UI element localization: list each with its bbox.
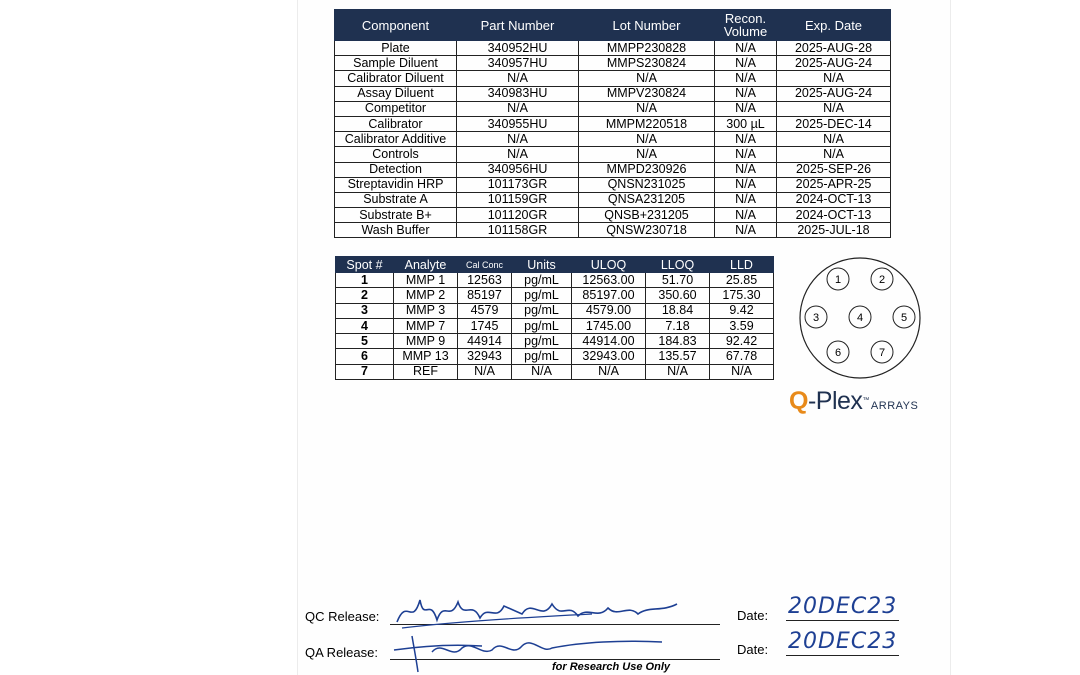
table-cell: N/A bbox=[646, 364, 710, 379]
table-cell: 2025-APR-25 bbox=[777, 177, 891, 192]
table-row bbox=[335, 162, 891, 177]
table-row bbox=[336, 364, 774, 379]
table-cell: 101158GR bbox=[457, 223, 579, 238]
table-cell: N/A bbox=[715, 101, 777, 116]
table-cell: MMP 2 bbox=[394, 288, 458, 303]
table-cell: 44914.00 bbox=[572, 334, 646, 349]
table-cell: 9.42 bbox=[710, 303, 774, 318]
spot-label: 5 bbox=[900, 312, 908, 324]
spot-7 bbox=[871, 341, 893, 363]
table-cell: Calibrator Additive bbox=[335, 132, 457, 147]
table-cell: 92.42 bbox=[710, 334, 774, 349]
qa-date-label: Date: bbox=[737, 642, 769, 657]
table-row bbox=[335, 223, 891, 238]
table-cell: 32943.00 bbox=[572, 349, 646, 364]
col-header-cal-conc: Cal Conc bbox=[458, 257, 512, 273]
table-cell: 2025-SEP-26 bbox=[777, 162, 891, 177]
qc-release-label: QC Release: bbox=[305, 609, 380, 624]
qa-date-line bbox=[786, 655, 899, 656]
table-cell: MMP 9 bbox=[394, 334, 458, 349]
col-header-lloq: LLOQ bbox=[646, 257, 710, 273]
table-cell: 32943 bbox=[458, 349, 512, 364]
table-cell: N/A bbox=[777, 101, 891, 116]
table-cell: Streptavidin HRP bbox=[335, 177, 457, 192]
table-cell: pg/mL bbox=[512, 318, 572, 333]
table-cell: 184.83 bbox=[646, 334, 710, 349]
table-cell: N/A bbox=[715, 223, 777, 238]
spot-1 bbox=[827, 268, 849, 290]
table-cell: QNSA231205 bbox=[579, 192, 715, 207]
table-cell: MMPM220518 bbox=[579, 116, 715, 131]
table-cell: 2025-DEC-14 bbox=[777, 116, 891, 131]
table-cell: MMP 13 bbox=[394, 349, 458, 364]
table-cell: N/A bbox=[715, 162, 777, 177]
table-cell: 340956HU bbox=[457, 162, 579, 177]
qc-date: 20DEC23 bbox=[788, 594, 898, 619]
table-cell: 175.30 bbox=[710, 288, 774, 303]
table-cell: pg/mL bbox=[512, 349, 572, 364]
spot-number-cell: 4 bbox=[336, 318, 394, 333]
table-row bbox=[336, 303, 774, 318]
table-cell: Wash Buffer bbox=[335, 223, 457, 238]
table-cell: Sample Diluent bbox=[335, 56, 457, 71]
table-cell: Plate bbox=[335, 41, 457, 56]
table-cell: N/A bbox=[715, 71, 777, 86]
table-cell: 2025-AUG-24 bbox=[777, 86, 891, 101]
table-cell: Competitor bbox=[335, 101, 457, 116]
spot-number-cell: 7 bbox=[336, 364, 394, 379]
qa-release-label: QA Release: bbox=[305, 645, 378, 660]
table-cell: 350.60 bbox=[646, 288, 710, 303]
table-cell: N/A bbox=[579, 147, 715, 162]
table-cell: 1745 bbox=[458, 318, 512, 333]
table-cell: N/A bbox=[777, 71, 891, 86]
table-cell: N/A bbox=[512, 364, 572, 379]
table-row bbox=[336, 349, 774, 364]
table-row bbox=[335, 86, 891, 101]
logo-trademark: ™ bbox=[862, 397, 869, 404]
table-cell: N/A bbox=[457, 147, 579, 162]
table-row bbox=[335, 101, 891, 116]
table-row bbox=[335, 41, 891, 56]
table-cell: MMP 3 bbox=[394, 303, 458, 318]
table-row bbox=[336, 318, 774, 333]
table-cell: MMP 1 bbox=[394, 273, 458, 288]
table-cell: 340957HU bbox=[457, 56, 579, 71]
table-cell: 3.59 bbox=[710, 318, 774, 333]
logo-arrays: ARRAYS bbox=[870, 400, 919, 412]
table-row bbox=[335, 208, 891, 223]
table-row bbox=[335, 71, 891, 86]
table-cell: 44914 bbox=[458, 334, 512, 349]
spot-label: 1 bbox=[834, 274, 842, 286]
table-cell: 12563.00 bbox=[572, 273, 646, 288]
table-cell: N/A bbox=[579, 132, 715, 147]
table-cell: pg/mL bbox=[512, 288, 572, 303]
table-cell: QNSW230718 bbox=[579, 223, 715, 238]
table-cell: 340955HU bbox=[457, 116, 579, 131]
logo-plex: -Plex bbox=[807, 387, 863, 415]
col-header-recon-volume: Recon. Volume bbox=[715, 10, 777, 41]
table-cell: Substrate B+ bbox=[335, 208, 457, 223]
spot-number-cell: 5 bbox=[336, 334, 394, 349]
qc-date-line bbox=[786, 620, 899, 621]
components-header-row bbox=[335, 10, 891, 41]
table-cell: 2025-JUL-18 bbox=[777, 223, 891, 238]
table-cell: N/A bbox=[457, 101, 579, 116]
table-cell: N/A bbox=[710, 364, 774, 379]
table-cell: MMP 7 bbox=[394, 318, 458, 333]
table-cell: 7.18 bbox=[646, 318, 710, 333]
col-header-exp-date: Exp. Date bbox=[777, 10, 891, 41]
table-cell: 2025-AUG-28 bbox=[777, 41, 891, 56]
table-cell: 4579.00 bbox=[572, 303, 646, 318]
spot-3 bbox=[805, 306, 827, 328]
table-cell: 85197.00 bbox=[572, 288, 646, 303]
col-header-lot-number: Lot Number bbox=[579, 10, 715, 41]
spot-label: 3 bbox=[812, 312, 820, 324]
table-cell: N/A bbox=[715, 208, 777, 223]
table-cell: N/A bbox=[572, 364, 646, 379]
table-cell: QNSN231025 bbox=[579, 177, 715, 192]
table-cell: 1745.00 bbox=[572, 318, 646, 333]
table-cell: 67.78 bbox=[710, 349, 774, 364]
spot-number-cell: 3 bbox=[336, 303, 394, 318]
table-cell: MMPS230824 bbox=[579, 56, 715, 71]
table-cell: 340983HU bbox=[457, 86, 579, 101]
table-row bbox=[335, 132, 891, 147]
spot-6 bbox=[827, 341, 849, 363]
col-header-analyte: Analyte bbox=[394, 257, 458, 273]
table-cell: N/A bbox=[579, 71, 715, 86]
table-cell: 101159GR bbox=[457, 192, 579, 207]
table-cell: 2025-AUG-24 bbox=[777, 56, 891, 71]
spot-2 bbox=[871, 268, 893, 290]
table-cell: N/A bbox=[715, 177, 777, 192]
table-row bbox=[336, 288, 774, 303]
table-cell: 4579 bbox=[458, 303, 512, 318]
table-cell: N/A bbox=[715, 147, 777, 162]
table-row bbox=[335, 177, 891, 192]
table-cell: N/A bbox=[777, 132, 891, 147]
logo-q: Q bbox=[789, 387, 808, 415]
q-plex-arrays-logo bbox=[789, 387, 918, 420]
table-cell: Substrate A bbox=[335, 192, 457, 207]
table-cell: 25.85 bbox=[710, 273, 774, 288]
col-header-spot: Spot # bbox=[336, 257, 394, 273]
qc-date-label: Date: bbox=[737, 608, 769, 623]
spot-label: 2 bbox=[878, 274, 886, 286]
qa-date: 20DEC23 bbox=[788, 629, 898, 654]
spot-number-cell: 2 bbox=[336, 288, 394, 303]
table-cell: MMPP230828 bbox=[579, 41, 715, 56]
table-cell: 12563 bbox=[458, 273, 512, 288]
table-cell: 2024-OCT-13 bbox=[777, 192, 891, 207]
table-cell: N/A bbox=[457, 132, 579, 147]
table-cell: N/A bbox=[458, 364, 512, 379]
qc-signature bbox=[392, 592, 692, 632]
col-header-units: Units bbox=[512, 257, 572, 273]
table-cell: Calibrator Diluent bbox=[335, 71, 457, 86]
table-row bbox=[335, 56, 891, 71]
col-header-uloq: ULOQ bbox=[572, 257, 646, 273]
table-cell: 51.70 bbox=[646, 273, 710, 288]
spot-number-cell: 1 bbox=[336, 273, 394, 288]
table-cell: 135.57 bbox=[646, 349, 710, 364]
table-cell: pg/mL bbox=[512, 273, 572, 288]
analyte-header-row bbox=[336, 257, 774, 273]
spot-number-cell: 6 bbox=[336, 349, 394, 364]
table-cell: MMPV230824 bbox=[579, 86, 715, 101]
table-cell: 85197 bbox=[458, 288, 512, 303]
table-cell: N/A bbox=[579, 101, 715, 116]
table-cell: N/A bbox=[715, 132, 777, 147]
table-cell: 18.84 bbox=[646, 303, 710, 318]
table-cell: REF bbox=[394, 364, 458, 379]
col-header-component: Component bbox=[335, 10, 457, 41]
table-cell: N/A bbox=[715, 86, 777, 101]
table-cell: Controls bbox=[335, 147, 457, 162]
table-row bbox=[335, 116, 891, 131]
table-cell: pg/mL bbox=[512, 334, 572, 349]
analyte-table bbox=[335, 256, 774, 380]
table-cell: N/A bbox=[715, 56, 777, 71]
table-cell: 340952HU bbox=[457, 41, 579, 56]
table-cell: N/A bbox=[715, 41, 777, 56]
col-header-part-number: Part Number bbox=[457, 10, 579, 41]
col-header-lld: LLD bbox=[710, 257, 774, 273]
table-row bbox=[335, 192, 891, 207]
table-cell: 101173GR bbox=[457, 177, 579, 192]
table-cell: N/A bbox=[777, 147, 891, 162]
components-table bbox=[334, 9, 891, 238]
table-cell: Calibrator bbox=[335, 116, 457, 131]
spot-4 bbox=[849, 306, 871, 328]
table-cell: N/A bbox=[715, 192, 777, 207]
table-cell: 101120GR bbox=[457, 208, 579, 223]
table-row bbox=[336, 334, 774, 349]
table-cell: 300 µL bbox=[715, 116, 777, 131]
spot-5 bbox=[893, 306, 915, 328]
table-cell: pg/mL bbox=[512, 303, 572, 318]
table-cell: QNSB+231205 bbox=[579, 208, 715, 223]
table-cell: 2024-OCT-13 bbox=[777, 208, 891, 223]
spot-layout-diagram bbox=[790, 255, 930, 383]
spot-label: 6 bbox=[834, 347, 842, 359]
table-cell: MMPD230926 bbox=[579, 162, 715, 177]
table-row bbox=[336, 273, 774, 288]
table-cell: Detection bbox=[335, 162, 457, 177]
table-cell: N/A bbox=[457, 71, 579, 86]
spot-label: 7 bbox=[878, 347, 886, 359]
spot-label: 4 bbox=[856, 312, 864, 324]
table-row bbox=[335, 147, 891, 162]
research-use-footer: for Research Use Only bbox=[552, 661, 670, 673]
table-cell: Assay Diluent bbox=[335, 86, 457, 101]
